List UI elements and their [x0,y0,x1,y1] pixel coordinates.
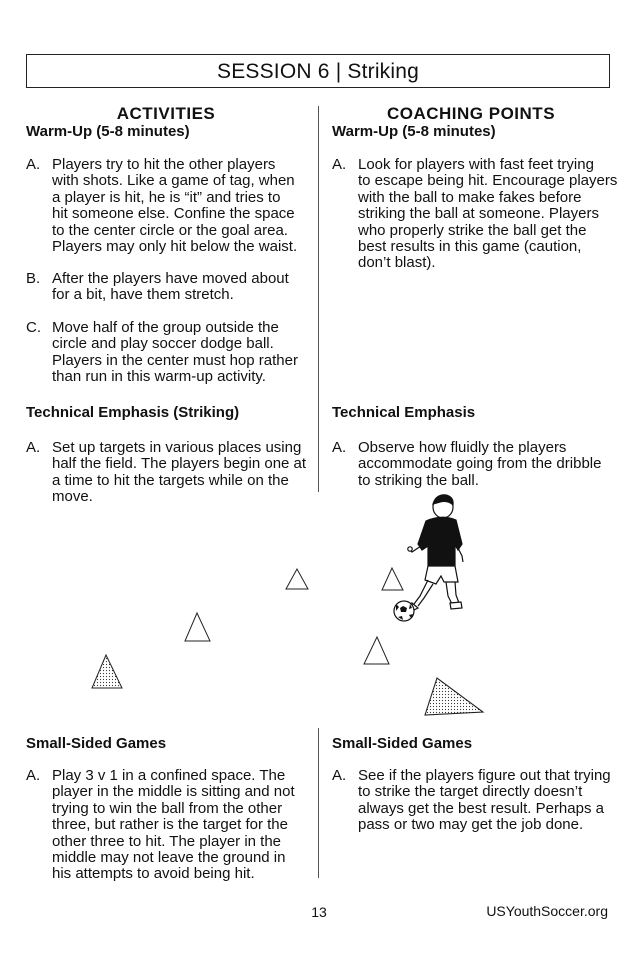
item-line: middle may not leave the ground in [52,849,286,867]
page-number: 13 [311,904,327,920]
warmup-heading-right: Warm-Up (5-8 minutes) [332,123,496,140]
small-sided-heading-right: Small-Sided Games [332,735,473,752]
item-letter: C. [26,319,41,336]
warmup-heading-left: Warm-Up (5-8 minutes) [26,123,190,140]
soccer-ball-icon [394,601,414,621]
session-title: SESSION 6 | Striking [26,54,610,88]
item-line: other three to hit. The player in the [52,832,282,850]
item-letter: A. [26,439,41,456]
item-line: After the players have moved about [52,270,289,287]
item-line: move. [52,488,93,506]
item-line: to strike the target directly doesn’t [358,783,583,801]
item-line: a time to hit the targets while on the [52,471,289,489]
item-line: Players may only hit below the waist. [52,238,298,256]
item-letter: B. [26,270,41,287]
item-line: three, but rather is the target for the [52,816,288,834]
item-line: than run in this warm-up activity. [52,368,266,386]
item-line: Look for players with fast feet trying [358,156,594,173]
target-cone-icon [286,569,308,589]
activities-column-title: ACTIVITIES [116,104,216,123]
item-letter: A. [26,767,41,784]
item-line: Set up targets in various places using [52,439,302,456]
technical-heading-right: Technical Emphasis [332,404,476,421]
item-line: always get the best result. Perhaps a [358,799,604,817]
item-line: striking the ball at someone. Players [358,205,599,223]
target-cone-icon [185,613,210,641]
item-line: who properly strike the ball get the [358,221,587,239]
target-cone-icon [425,678,483,715]
item-line: trying to win the ball from the other [52,799,283,817]
item-letter: A. [332,767,347,784]
item-line: for a bit, have them stretch. [52,286,234,304]
footer-website: USYouthSoccer.org [486,903,608,919]
item-line: circle and play soccer dodge ball. [52,335,274,353]
item-line: hit someone else. Confine the space [52,205,295,223]
item-line: with the ball to make fakes before [358,188,582,206]
target-cone-icon [364,637,389,664]
item-line: to striking the ball. [358,471,479,489]
item-line: half the field. The players begin one at [52,455,307,473]
small-sided-heading-left: Small-Sided Games [26,735,167,752]
technical-heading-left: Technical Emphasis (Striking) [26,404,240,421]
coaching-points-column-title: COACHING POINTS [386,104,556,123]
item-line: his attempts to avoid being hit. [52,865,255,883]
item-line: pass or two may get the job done. [358,816,584,834]
item-line: Players try to hit the other players [52,156,276,173]
item-line: accommodate going from the dribble [358,455,602,473]
target-cone-icon [92,655,122,688]
target-cone-icon [382,568,403,590]
item-line: Players in the center must hop rather [52,351,298,369]
item-line: don’t blast). [358,254,436,272]
item-line: to the center circle or the goal area. [52,221,288,239]
item-line: with shots. Like a game of tag, when [52,172,295,190]
item-line: a player is hit, he is “it” and tries to [52,188,281,206]
item-line: See if the players figure out that trying [358,767,611,784]
item-line: best results in this game (caution, [358,238,582,256]
item-line: player in the middle is sitting and not [52,783,295,801]
item-letter: A. [332,439,347,456]
item-letter: A. [332,156,347,173]
item-line: Play 3 v 1 in a confined space. The [52,767,286,784]
item-letter: A. [26,156,41,173]
item-line: Observe how fluidly the players [358,439,567,456]
player-striking-icon [408,495,463,611]
item-line: to escape being hit. Encourage players [358,172,618,190]
item-line: Move half of the group outside the [52,319,279,336]
